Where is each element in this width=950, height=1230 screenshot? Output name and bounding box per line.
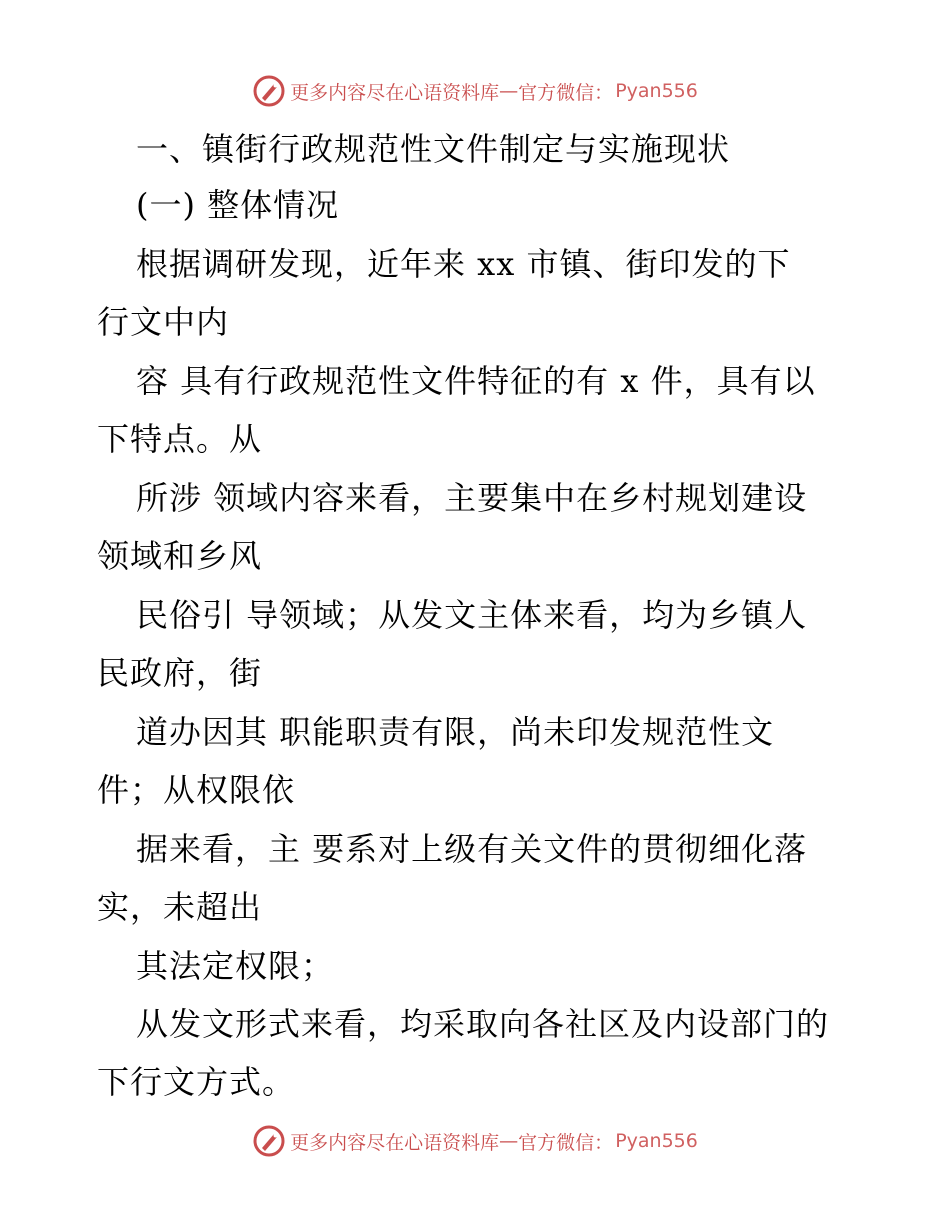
watermark-text: 更多内容尽在心语资料库 (290, 81, 500, 104)
paragraph-line: 下行文方式。 (97, 1063, 296, 1101)
watermark-separator: — (499, 80, 519, 102)
footer-watermark (0, 1121, 950, 1161)
watermark-text: 更多内容尽在心语资料库 (290, 1131, 500, 1154)
paragraph-line: 所涉 领域内容来看，主要集中在乡村规划建设 (136, 479, 808, 517)
watermark-wechat-id: Pyan556 (615, 1130, 698, 1152)
watermark-separator: — (499, 1130, 519, 1152)
paragraph-line: 件；从权限依 (97, 771, 296, 809)
paragraph-line: 容 具有行政规范性文件特征的有 x 件，具有以 (136, 362, 816, 400)
watermark-wechat-label: 官方微信： (518, 81, 614, 104)
paragraph-line: 实，未超出 (97, 888, 263, 926)
watermark-wechat-id: Pyan556 (615, 80, 698, 102)
paragraph-line: 民俗引 导领域；从发文主体来看，均为乡镇人 (136, 596, 808, 634)
paragraph-line: 其法定权限； (136, 947, 335, 985)
pen-nib-logo-icon (252, 74, 286, 108)
paragraph-line: 从发文形式来看，均采取向各社区及内设部门的 (136, 1005, 830, 1043)
paragraph-line: 下特点。从 (97, 420, 263, 458)
header-watermark (0, 71, 950, 111)
paragraph-line: 道办因其 职能职责有限，尚未印发规范性文 (136, 713, 775, 751)
paragraph-line: 据来看，主 要系对上级有关文件的贯彻细化落 (136, 830, 808, 868)
paragraph-line: 领域和乡风 (97, 537, 263, 575)
pen-nib-logo-icon (252, 1124, 286, 1158)
document-heading: 一、镇街行政规范性文件制定与实施现状 (136, 130, 731, 168)
paragraph-line: 根据调研发现，近年来 xx 市镇、街印发的下 (136, 245, 791, 283)
paragraph-line: 民政府，街 (97, 654, 263, 692)
paragraph-line: 行文中内 (97, 303, 230, 341)
document-subheading: (一) 整体情况 (136, 186, 340, 224)
watermark-wechat-label: 官方微信： (518, 1131, 614, 1154)
